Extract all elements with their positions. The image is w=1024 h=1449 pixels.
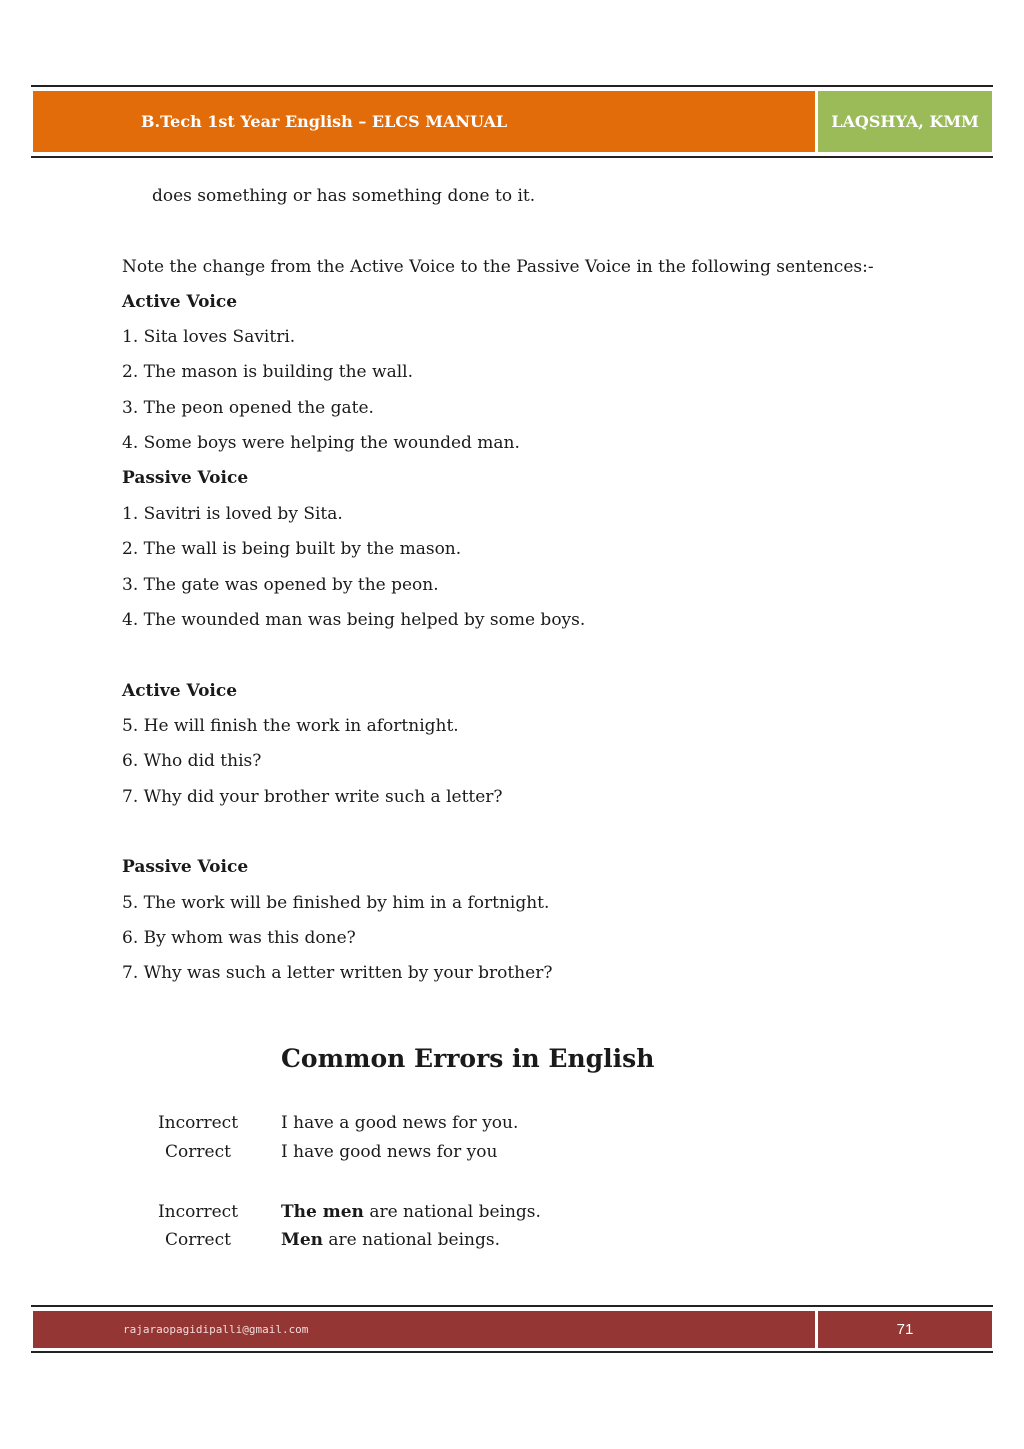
continuation-text: does something or has something done to it. — [152, 186, 536, 206]
active-sentence: 7. Why did your brother write such a letter? — [122, 787, 503, 807]
footer-top-rule — [31, 1305, 993, 1307]
incorrect-label: Incorrect — [157, 1113, 239, 1133]
correct-example — [281, 1229, 500, 1251]
passive-sentence: 5. The work will be finished by him in a fortnight. — [122, 893, 550, 913]
passive-voice-heading: Passive Voice — [122, 468, 249, 488]
intro-text: Note the change from the Active Voice to the Passive Voice in the following sentences:- — [122, 257, 874, 277]
passive-voice-heading: Passive Voice — [122, 857, 249, 877]
incorrect-label: Incorrect — [157, 1202, 239, 1222]
footer-page-band — [818, 1311, 992, 1348]
active-sentence: 1. Sita loves Savitri. — [122, 327, 296, 347]
header-bottom-rule — [31, 156, 993, 158]
passive-sentence: 1. Savitri is loved by Sita. — [122, 504, 343, 524]
active-sentence: 2. The mason is building the wall. — [122, 362, 413, 382]
incorrect-example — [281, 1112, 518, 1134]
footer-email: rajaraopagidipalli@gmail.com — [123, 1323, 309, 1336]
incorrect-rest: are national beings. — [363, 1202, 541, 1222]
passive-sentence: 7. Why was such a letter written by your brother? — [122, 963, 553, 983]
header-title-band — [33, 91, 815, 152]
header-right-band — [818, 91, 992, 152]
header-top-rule — [31, 85, 993, 87]
active-sentence: 4. Some boys were helping the wounded man. — [122, 433, 520, 453]
incorrect-example — [281, 1201, 541, 1223]
header-title: B.Tech 1st Year English – ELCS MANUAL — [141, 112, 508, 131]
correct-label: Correct — [165, 1230, 231, 1250]
passive-sentence: 2. The wall is being built by the mason. — [122, 539, 462, 559]
correct-rest: I have good news for you — [281, 1142, 498, 1162]
correct-example — [281, 1141, 497, 1163]
passive-sentence: 4. The wounded man was being helped by some boys. — [122, 610, 586, 630]
correct-emphasis: Men — [281, 1230, 323, 1250]
correct-rest: are national beings. — [323, 1230, 500, 1250]
correct-label: Correct — [165, 1142, 231, 1162]
active-voice-heading: Active Voice — [122, 681, 238, 701]
passive-sentence: 3. The gate was opened by the peon. — [122, 575, 439, 595]
active-voice-heading: Active Voice — [122, 292, 238, 312]
header-right-text: LAQSHYA, KMM — [831, 112, 979, 131]
active-sentence: 5. He will finish the work in afortnight. — [122, 716, 459, 736]
incorrect-emphasis: The men — [281, 1202, 364, 1222]
active-sentence: 6. Who did this? — [122, 751, 262, 771]
footer-bottom-rule — [31, 1351, 993, 1353]
passive-sentence: 6. By whom was this done? — [122, 928, 356, 948]
active-sentence: 3. The peon opened the gate. — [122, 398, 374, 418]
footer-email-band — [33, 1311, 815, 1348]
page-number: 71 — [896, 1321, 914, 1338]
common-errors-heading: Common Errors in English — [281, 1044, 655, 1073]
incorrect-rest: I have a good news for you. — [281, 1113, 519, 1133]
